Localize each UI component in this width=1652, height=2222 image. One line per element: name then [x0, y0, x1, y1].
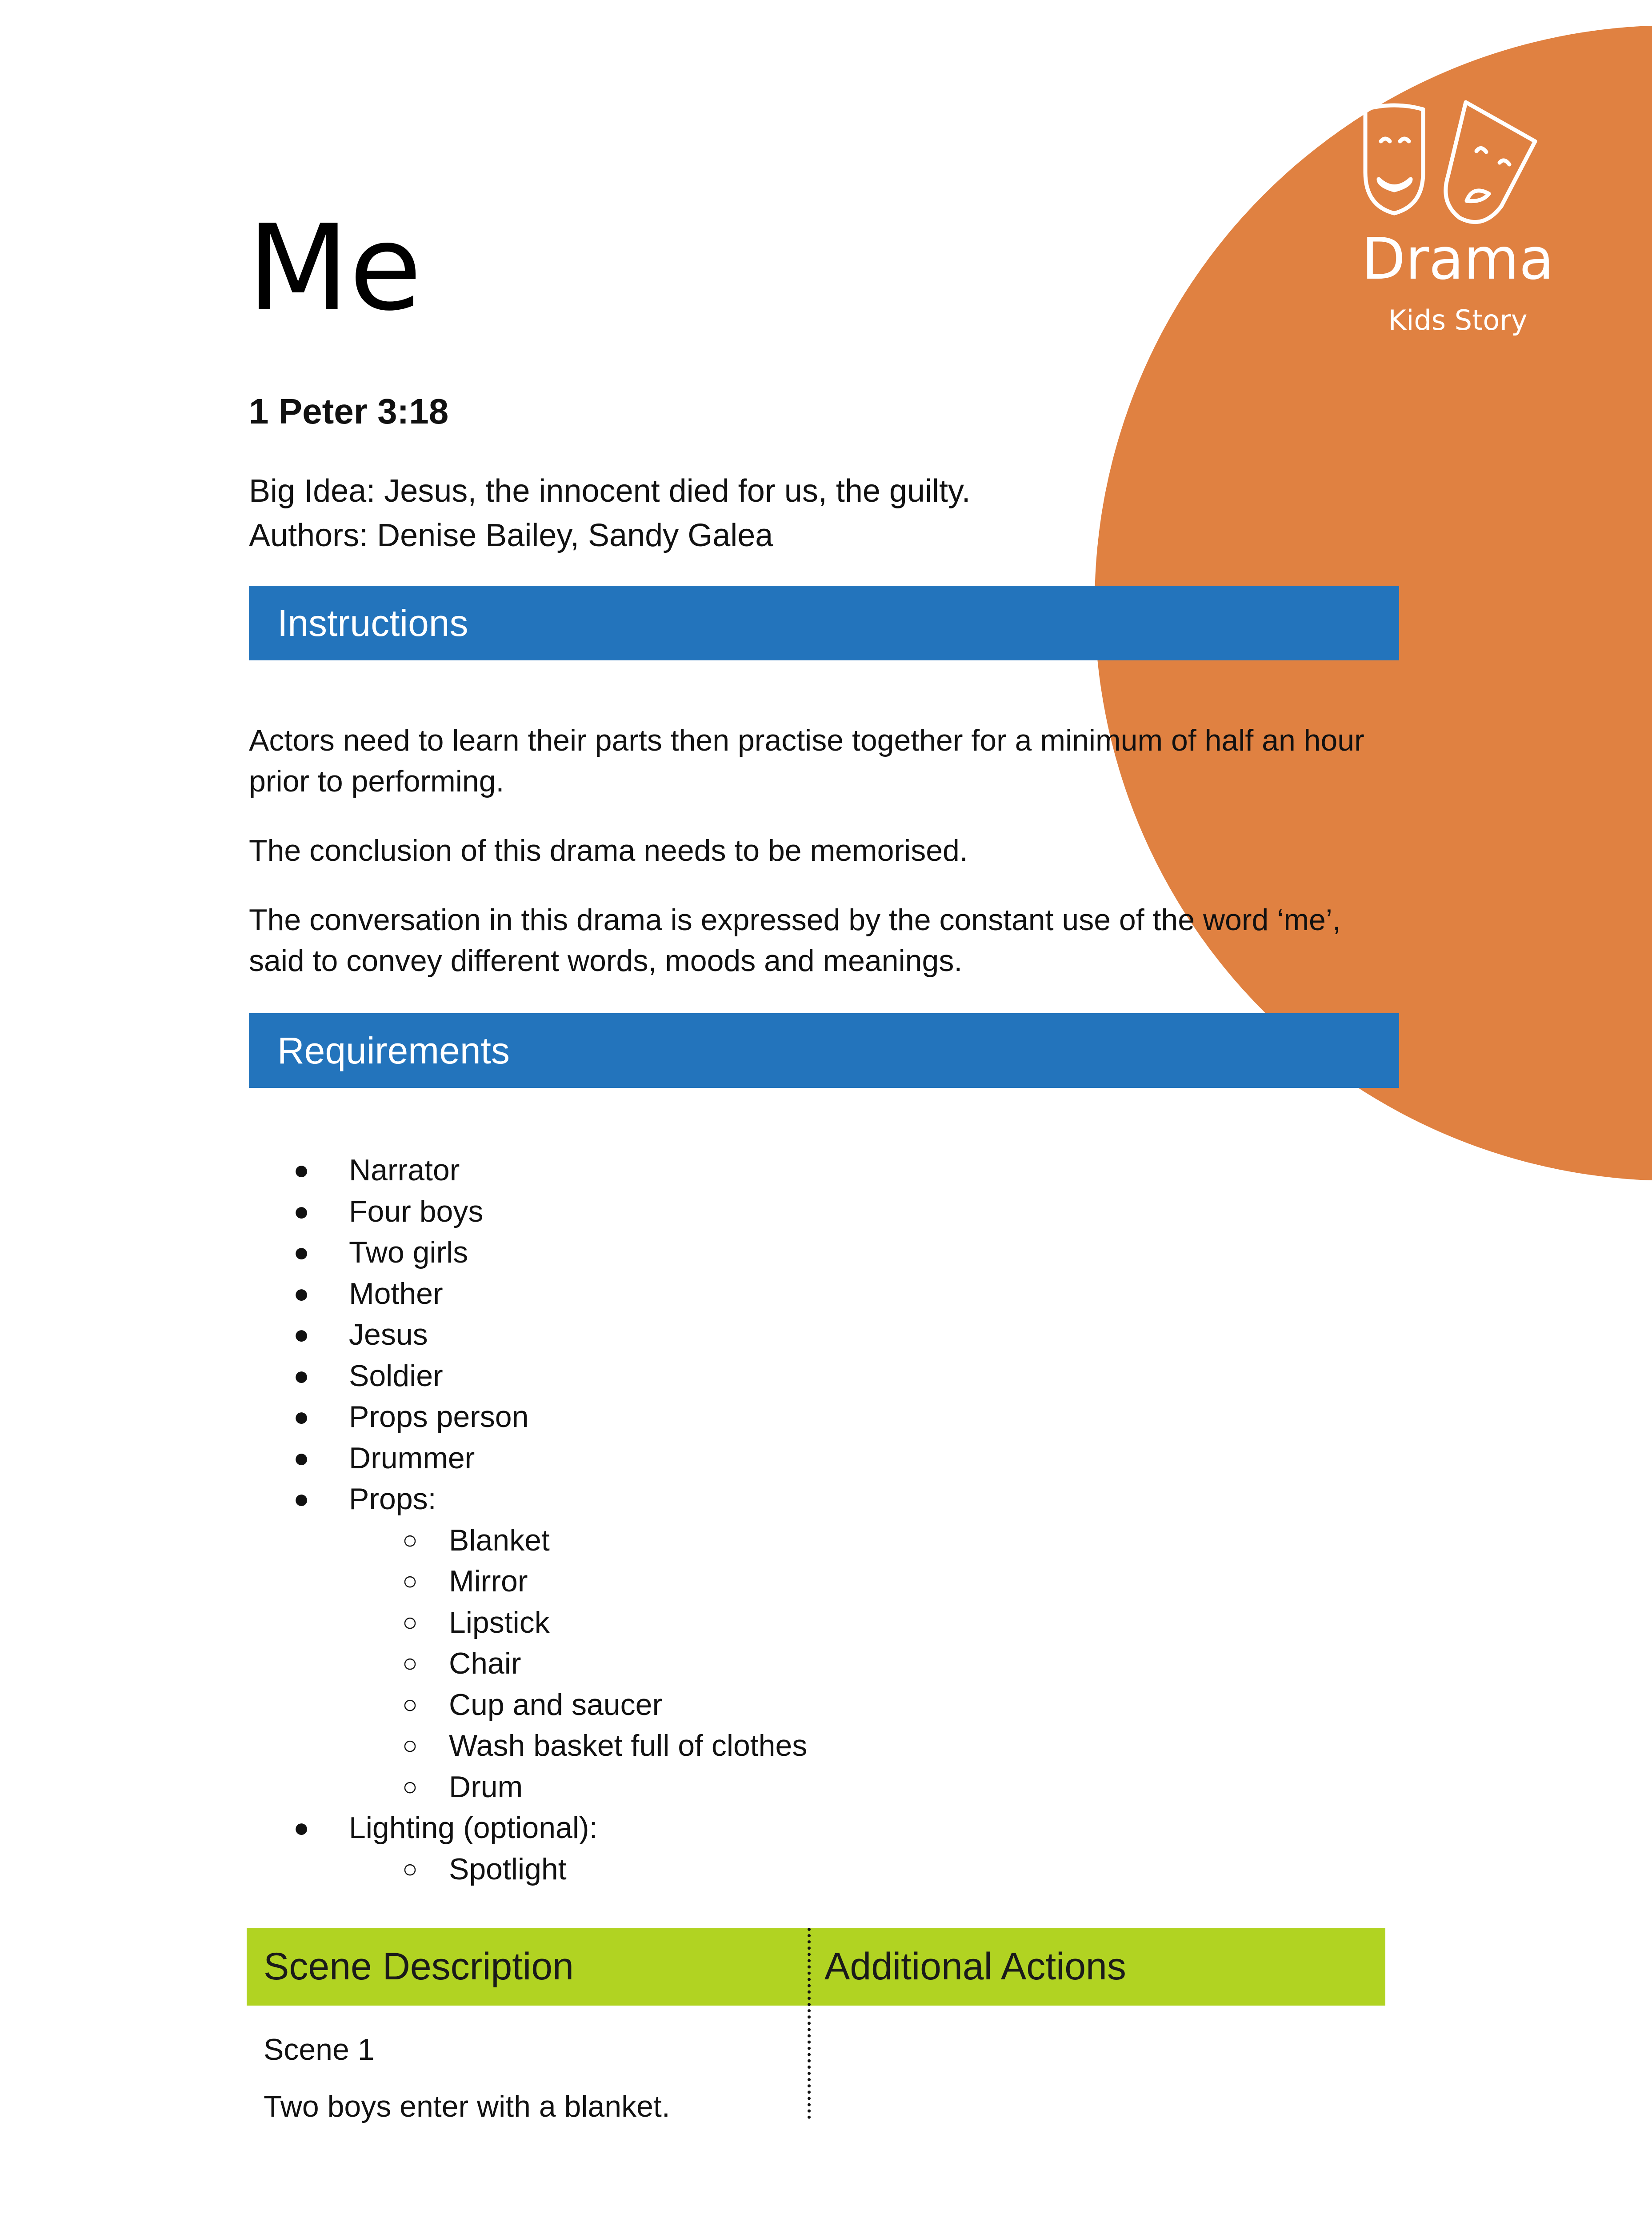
requirements-heading: Requirements [249, 1013, 1399, 1088]
badge-title: Drama [1361, 226, 1554, 292]
scene-description-header: Scene Description [264, 1945, 574, 1988]
lighting-item: ○ Spotlight [402, 1852, 567, 1886]
list-item: ● Mother [293, 1276, 443, 1311]
list-item: ● Narrator [293, 1153, 460, 1187]
scene-title: Scene 1 [264, 2033, 375, 2066]
prop-item: ○ Wash basket full of clothes [402, 1729, 808, 1762]
prop-item: ○ Blanket [402, 1523, 550, 1557]
list-item: ● Drummer [293, 1441, 475, 1475]
list-item: ● Props person [293, 1400, 529, 1434]
lighting-list [349, 1849, 807, 1890]
drama-masks-icon [1361, 97, 1557, 239]
list-item-props: ● Props: ○ Blanket ○ Mirror ○ Lipstick ○ Chair ○ Cup and saucer ○ Wash basket full of clothes ○ Drum [293, 1479, 807, 1807]
scene-table [247, 1928, 1385, 2123]
instructions-paragraph: The conversation in this drama is expressed by the constant use of the word ‘me’, said to convey different words, moods and meanings. [249, 903, 1341, 978]
scene-description-cell [264, 2021, 670, 2135]
badge-subtitle: Kids Story [1388, 304, 1528, 336]
prop-item: ○ Cup and saucer [402, 1687, 663, 1722]
page-title: Me [247, 199, 422, 337]
list-item: ● Four boys [293, 1194, 484, 1228]
list-item-lighting: ● Lighting (optional): ○ Spotlight [293, 1807, 807, 1890]
column-divider [808, 1928, 811, 2119]
scripture-reference: 1 Peter 3:18 [249, 392, 449, 431]
list-item: ● Jesus [293, 1318, 428, 1351]
authors: Authors: Denise Bailey, Sandy Galea [249, 518, 773, 553]
prop-item: ○ Mirror [402, 1564, 528, 1598]
props-list [349, 1520, 807, 1808]
scene-text: Two boys enter with a blanket. [264, 2090, 670, 2123]
big-idea: Big Idea: Jesus, the innocent died for us, the guilty. [249, 473, 971, 509]
prop-item: ○ Drum [402, 1770, 523, 1804]
instructions-paragraph: The conclusion of this drama needs to be memorised. [249, 834, 968, 867]
scene-table-header [247, 1928, 1385, 2006]
intro-block [249, 469, 971, 558]
prop-item: ○ Lipstick [402, 1605, 550, 1639]
list-item: ● Soldier [293, 1359, 443, 1393]
instructions-paragraph: Actors need to learn their parts then practise together for a minimum of half an hour prior to performing. [249, 723, 1364, 798]
instructions-heading: Instructions [249, 586, 1399, 660]
requirements-list [293, 1150, 807, 1890]
list-item: ● Two girls [293, 1235, 468, 1269]
prop-item: ○ Chair [402, 1647, 521, 1680]
additional-actions-header: Additional Actions [824, 1945, 1126, 1988]
instructions-text [249, 720, 1400, 1010]
